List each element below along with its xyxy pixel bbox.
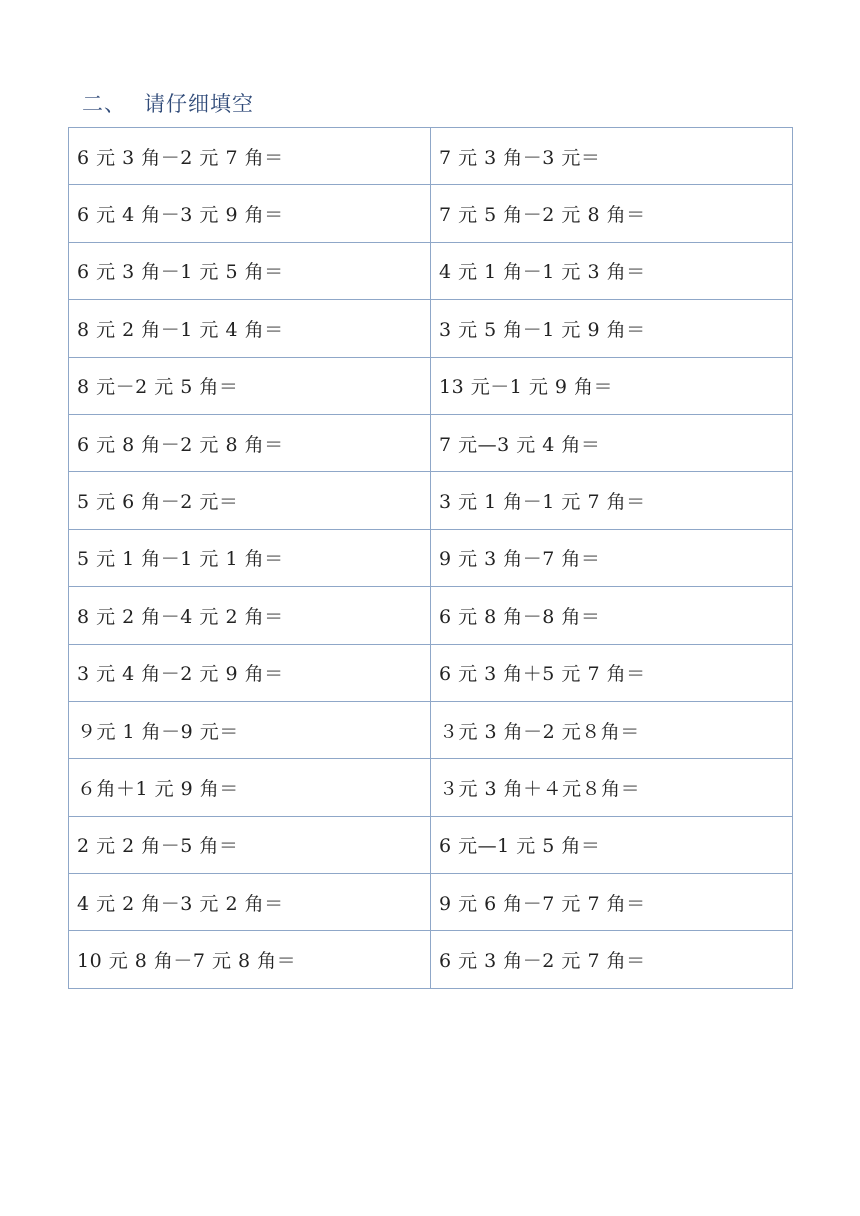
exercise-cell: 6 元 3 角－2 元 7 角＝ [431, 931, 793, 988]
section-heading [82, 88, 254, 118]
exercise-cell: 5 元 6 角－2 元＝ [69, 472, 431, 529]
exercise-cell: 3 元 4 角－2 元 9 角＝ [69, 644, 431, 701]
exercise-cell: 6 元 3 角－2 元 7 角＝ [69, 128, 431, 185]
table-row [69, 242, 793, 299]
exercise-cell: ９元 1 角－9 元＝ [69, 701, 431, 758]
exercise-cell: 3 元 1 角－1 元 7 角＝ [431, 472, 793, 529]
exercise-cell: ６角＋1 元 9 角＝ [69, 759, 431, 816]
exercise-cell: 2 元 2 角－5 角＝ [69, 816, 431, 873]
exercise-cell: ３元 3 角＋４元８角＝ [431, 759, 793, 816]
exercise-cell: 6 元—1 元 5 角＝ [431, 816, 793, 873]
exercise-cell: 7 元 3 角－3 元＝ [431, 128, 793, 185]
table-row [69, 357, 793, 414]
table-row [69, 701, 793, 758]
exercise-cell: 10 元 8 角－7 元 8 角＝ [69, 931, 431, 988]
exercise-cell: 6 元 4 角－3 元 9 角＝ [69, 185, 431, 242]
table-row [69, 128, 793, 185]
exercise-cell: 6 元 3 角＋5 元 7 角＝ [431, 644, 793, 701]
exercise-cell: 6 元 8 角－2 元 8 角＝ [69, 414, 431, 471]
table-row [69, 874, 793, 931]
exercise-cell: 4 元 2 角－3 元 2 角＝ [69, 874, 431, 931]
exercise-cell: 7 元—3 元 4 角＝ [431, 414, 793, 471]
table-row [69, 644, 793, 701]
table-row [69, 931, 793, 988]
exercise-cell: 3 元 5 角－1 元 9 角＝ [431, 300, 793, 357]
exercise-cell: ３元 3 角－2 元８角＝ [431, 701, 793, 758]
table-row [69, 587, 793, 644]
exercise-cell: 9 元 3 角－7 角＝ [431, 529, 793, 586]
exercise-cell: 7 元 5 角－2 元 8 角＝ [431, 185, 793, 242]
exercise-cell: 5 元 1 角－1 元 1 角＝ [69, 529, 431, 586]
section-title: 请仔细填空 [144, 92, 254, 116]
table-row [69, 816, 793, 873]
exercise-table [68, 127, 793, 989]
exercise-cell: 13 元－1 元 9 角＝ [431, 357, 793, 414]
table-row [69, 300, 793, 357]
exercise-cell: 8 元 2 角－1 元 4 角＝ [69, 300, 431, 357]
exercise-cell: 6 元 8 角－8 角＝ [431, 587, 793, 644]
exercise-cell: 8 元 2 角－4 元 2 角＝ [69, 587, 431, 644]
exercise-cell: 6 元 3 角－1 元 5 角＝ [69, 242, 431, 299]
exercise-cell: 9 元 6 角－7 元 7 角＝ [431, 874, 793, 931]
table-row [69, 529, 793, 586]
table-row [69, 414, 793, 471]
table-row [69, 185, 793, 242]
exercise-cell: 4 元 1 角－1 元 3 角＝ [431, 242, 793, 299]
exercise-cell: 8 元－2 元 5 角＝ [69, 357, 431, 414]
table-row [69, 472, 793, 529]
table-row [69, 759, 793, 816]
section-number: 二、 [82, 92, 126, 116]
